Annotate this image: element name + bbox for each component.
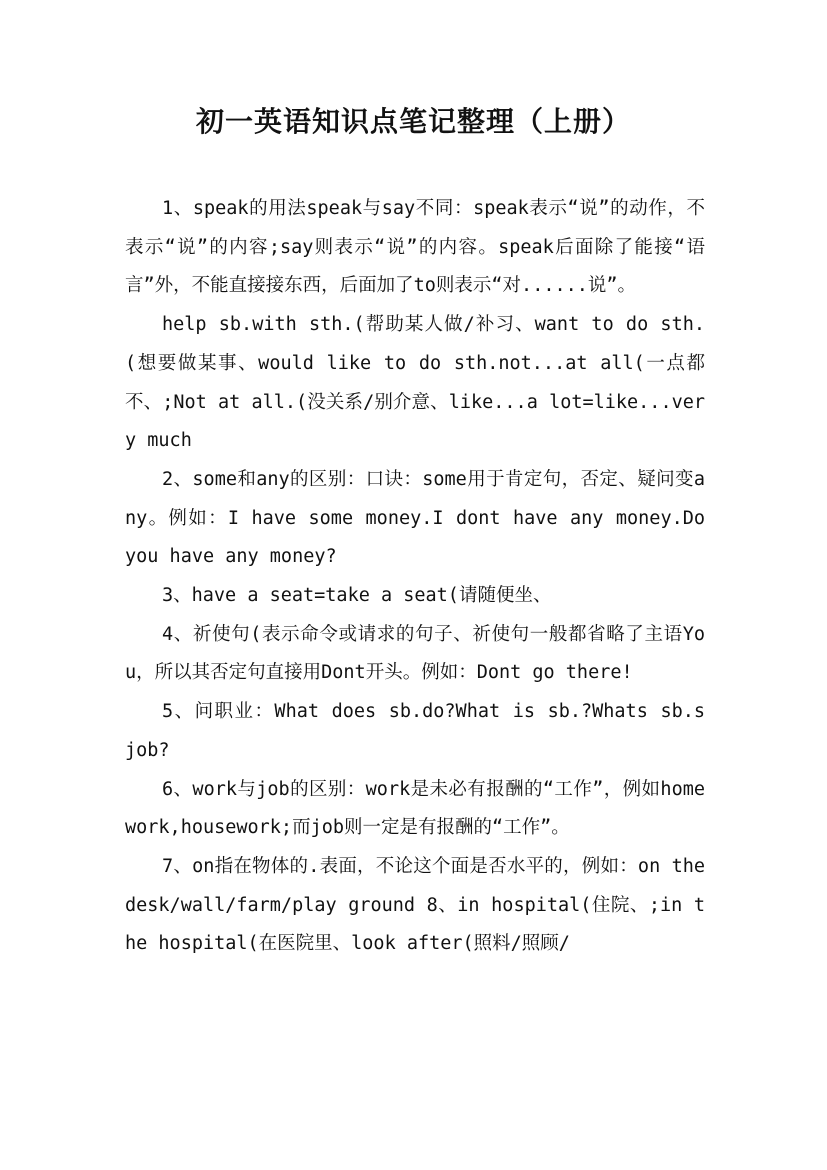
paragraph-phrases: help sb.with sth.(帮助某人做/补习、want to do sth.(想要做某事、would like to do sth.not...at all(一点都不、;Not at all.(没关系/别介意、like...a lot=like...very much [125, 314, 705, 452]
paragraph-speak-usage: 1、speak的用法speak与say不同：speak表示“说”的动作，不表示“说”的内容;say则表示“说”的内容。speak后面除了能接“语言”外，不能直接接东西，后面加了to则表示“对......说”。 [125, 198, 705, 297]
paragraph-ask-job: 5、问职业：What does sb.do?What is sb.?Whats sb.s job? [125, 701, 705, 761]
paragraph-some-any: 2、some和any的区别：口诀：some用于肯定句，否定、疑问变any。例如：I have some money.I dont have any money.Do you have any money? [125, 468, 705, 568]
page-title: 初一英语知识点笔记整理（上册） [195, 105, 631, 138]
paragraph-have-a-seat: 3、have a seat=take a seat(请随便坐、 [162, 585, 552, 607]
document-body [125, 190, 705, 964]
paragraph-imperative: 4、祈使句(表示命令或请求的句子、祈使句一般都省略了主语You，所以其否定句直接用Dont开头。例如：Dont go there! [125, 623, 705, 684]
paragraph-on-in: 7、on指在物体的.表面，不论这个面是否水平的，例如：on the desk/wall/farm/play ground 8、in hospital(住院、;in the hospital(在医院里、look after(照料/照顾/ [125, 855, 705, 955]
paragraph-work-job: 6、work与job的区别：work是未必有报酬的“工作”，例如homework,housework;而job则一定是有报酬的“工作”。 [125, 778, 705, 839]
